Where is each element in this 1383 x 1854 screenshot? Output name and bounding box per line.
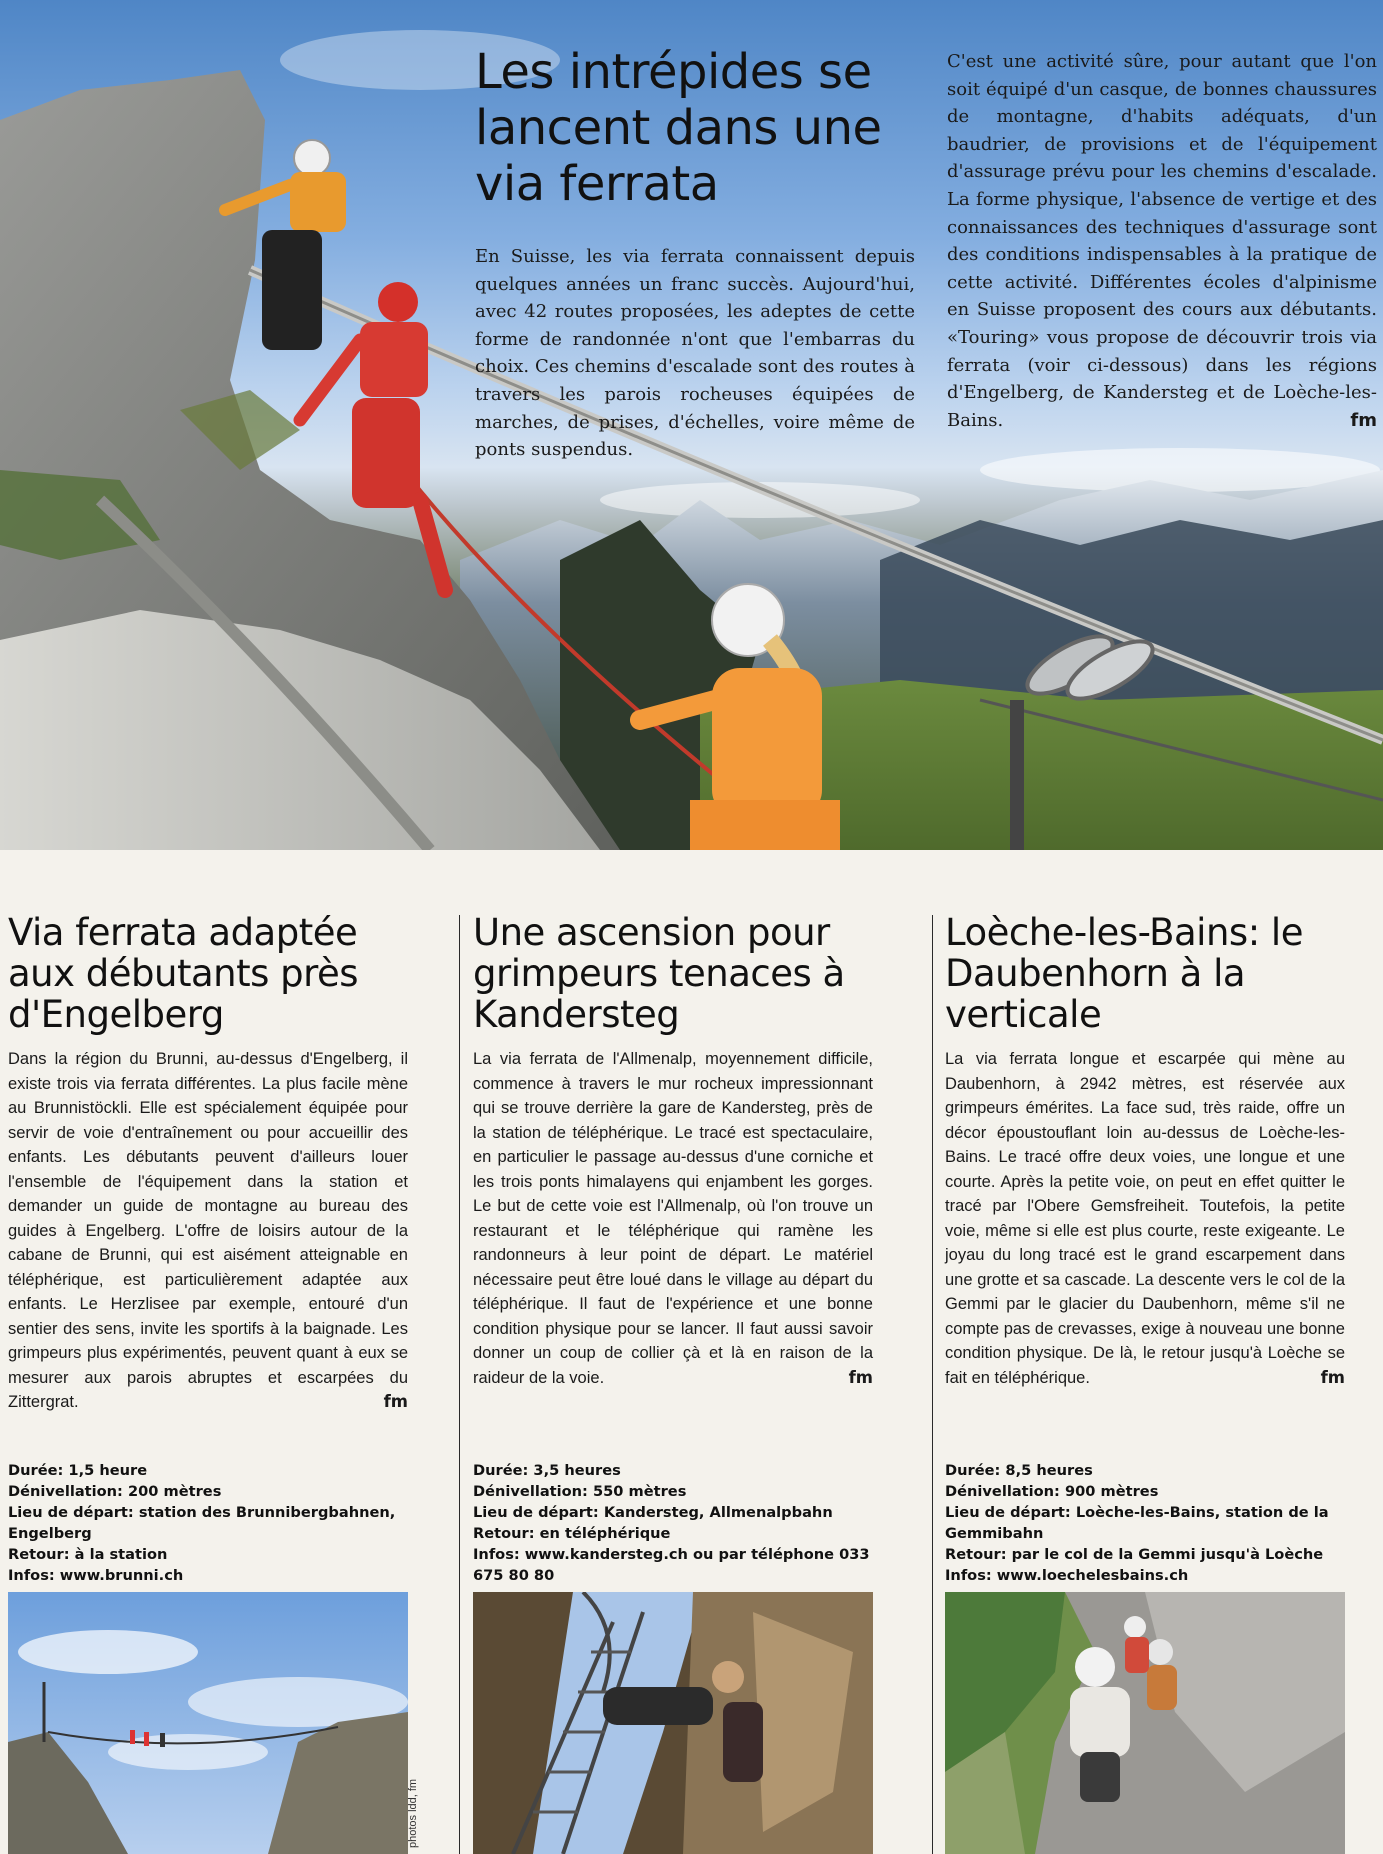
photo-loeche [945,1592,1345,1854]
fact-elevation: Dénivellation: 900 mètres [945,1483,1159,1500]
article-signature: fm [848,1367,873,1387]
fact-start: Lieu de départ: Kandersteg, Allmenalpbahn [473,1504,833,1521]
article-body-text: La via ferrata de l'Allmenalp, moyennement difficile, commence à travers le mur rocheux impressionnant qui se trouve derrière la gare de Kandersteg, près de la station de téléphérique. Le tracé est spectaculaire, en particulier le passage au-dessus d'une corniche et les trois ponts himalayens qui enjambent les gorges. Le but de cette voie est l'Allmenalp, où l'on trouve un restaurant et le téléphérique qui ramène les randonneurs à leur point de départ. Le matériel nécessaire peut être loué dans le village au départ du téléphérique. Il faut de l'expérience et une bonne condition physique pour se lancer. Il faut aussi savoir donner un coup de collier çà et là en raison de la raideur de la voie. [473,1050,873,1387]
fact-duration: Durée: 3,5 heures [473,1462,621,1479]
rock-face-climbers-photo-illustration [945,1592,1345,1854]
column-divider [932,915,933,1854]
article-facts [8,1460,408,1586]
article-body-text: La via ferrata longue et escarpée qui mène au Daubenhorn, à 2942 mètres, est réservée aux grimpeurs émérites. La face sud, très raide, offre un décor époustouflant loin au-dessus de Loèche-les-Bains. Le tracé offre deux voies, une longue et une courte. Après la petite voie, on peut en effet quitter le tracé par l'Obere Gemsfreiheit. Toutefois, la petite voie, même si elle est plus courte, reste exigeante. Le joyau du long tracé est le grand escarpement dans une grotte et sa cascade. La descente vers le col de la Gemmi par le glacier du Daubenhorn, même s'il ne compte pas de crevasses, exige à nouveau une bonne condition physique. De là, le retour jusqu'à Loèche se fait en téléphérique. [945,1050,1345,1387]
photo-credit: photos ldd, fm [407,1778,419,1848]
article-body [473,1047,873,1432]
article-engelberg [8,912,408,1586]
fact-return: Retour: en téléphérique [473,1525,671,1542]
article-kandersteg [473,912,873,1586]
feature-signature: fm [1350,409,1377,431]
photo-kandersteg [473,1592,873,1854]
feature-intro-text: En Suisse, les via ferrata connaissent depuis quelques années un franc succès. Aujourd'hui, avec 42 routes proposées, les adeptes de cette forme de randonnée n'ont que l'embarras du choix. Ces chemins d'escalade sont des routes à travers les parois rocheuses équipées de marches, de prises, d'échelles, voire même de ponts suspendus. [475,246,915,461]
photo-engelberg [8,1592,408,1854]
fact-duration: Durée: 8,5 heures [945,1462,1093,1479]
feature-side-body: C'est une activité sûre, pour autant que l'on soit équipé d'un casque, de bonnes chaussures de montagne, d'habits adéquats, d'un baudrier, de provisions et de l'équipement d'assurage prévu pour les chemins d'escalade. La forme physique, l'absence de vertige et des connaissances des techniques d'assurage sont des conditions indispensables à la pratique de cette activité. Différentes écoles d'alpinisme en Suisse proposent des cours aux débutants. «Touring» vous propose de découvrir trois via ferrata (voir ci-dessous) dans les régions d'Engelberg, de Kandersteg et de Loèche-les-Bains. [947,51,1377,431]
article-title: Une ascension pour grimpeurs tenaces à Kandersteg [473,911,845,1036]
article-body [945,1047,1345,1432]
article-body [8,1047,408,1432]
feature-headline: Les intrépides se lancent dans une via ferrata [475,44,882,212]
article-facts [473,1460,873,1586]
hero-photo [0,0,1383,850]
fact-elevation: Dénivellation: 550 mètres [473,1483,687,1500]
article-facts [945,1460,1345,1586]
column-divider [459,915,460,1854]
fact-elevation: Dénivellation: 200 mètres [8,1483,222,1500]
fact-info: Infos: www.kandersteg.ch ou par téléphone 033 675 80 80 [473,1546,870,1584]
fact-return: Retour: à la station [8,1546,168,1563]
feature-side-text [947,48,1377,434]
fact-duration: Durée: 1,5 heure [8,1462,148,1479]
article-loeche [945,912,1345,1586]
fact-start: Lieu de départ: station des Brunnibergbahnen, Engelberg [8,1504,396,1542]
article-title: Via ferrata adaptée aux débutants près d'Engelberg [8,911,359,1036]
article-body-text: Dans la région du Brunni, au-dessus d'Engelberg, il existe trois via ferrata différentes. La plus facile mène au Brunnistöckli. Elle est spécialement équipée pour servir de voie d'entraînement ou pour accueillir des enfants. Les débutants peuvent d'ailleurs louer l'ensemble de l'équipement dans la station et demander un guide de montagne au bureau des guides à Engelberg. L'offre de loisirs autour de la cabane de Brunni, qui est aisément atteignable en téléphérique, est particulièrement adaptée aux enfants. Le Herzlisee par exemple, entouré d'un sentier des sens, invite les sportifs à la baignade. Les grimpeurs plus expérimentés, peuvent quant à eux se mesurer aux parois abruptes et escarpées du Zittergrat. [8,1050,408,1411]
article-signature: fm [383,1392,408,1411]
article-signature: fm [1320,1367,1345,1387]
article-title: Loèche-les-Bains: le Daubenhorn à la verticale [945,911,1303,1036]
suspension-bridge-photo-illustration [8,1592,408,1854]
fact-start: Lieu de départ: Loèche-les-Bains, station de la Gemmibahn [945,1504,1329,1542]
ladder-climb-photo-illustration [473,1592,873,1854]
fact-return: Retour: par le col de la Gemmi jusqu'à Loèche [945,1546,1324,1563]
fact-info: Infos: www.loechelesbains.ch [945,1567,1189,1584]
feature-intro [475,243,915,464]
fact-info: Infos: www.brunni.ch [8,1567,184,1584]
